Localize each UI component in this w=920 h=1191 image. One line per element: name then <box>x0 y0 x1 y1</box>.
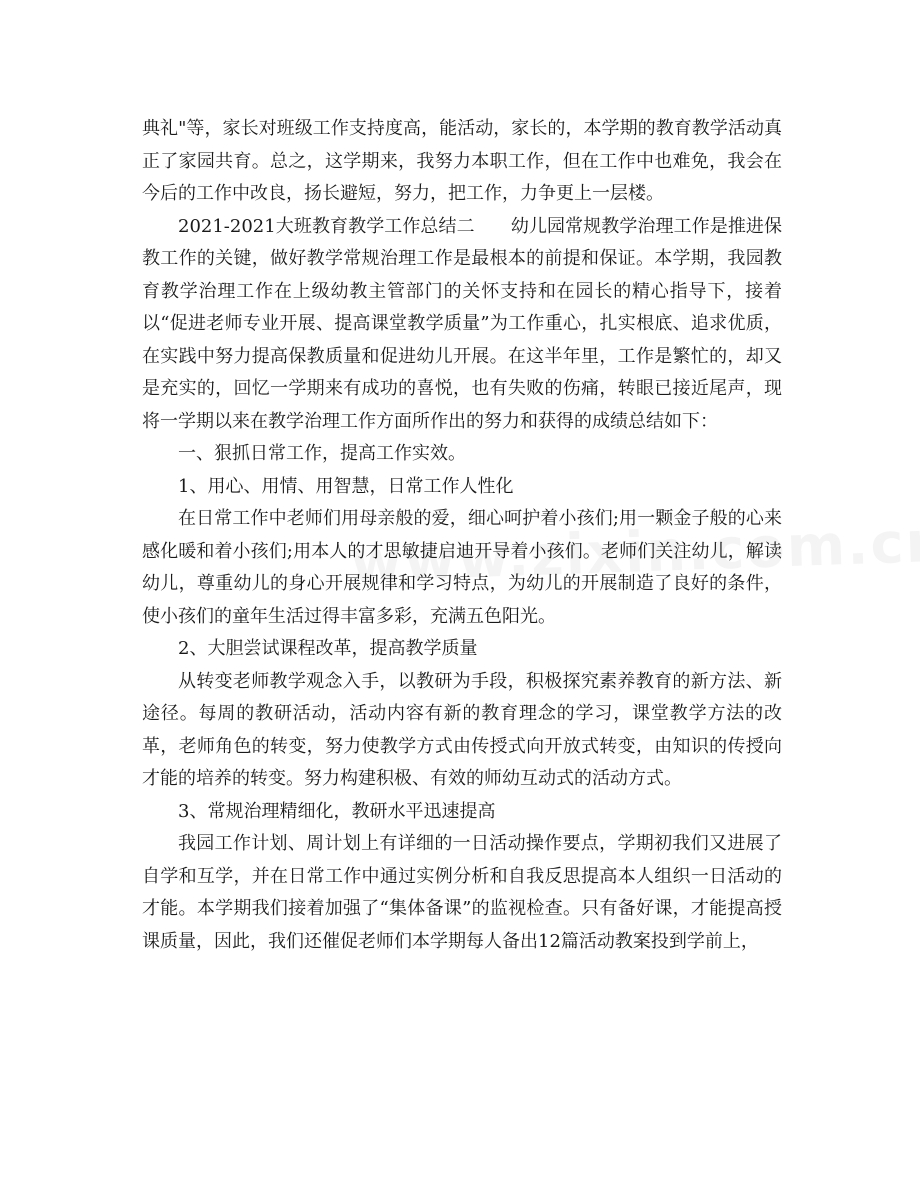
section-heading-1: 一、狠抓日常工作，提高工作实效。 <box>178 443 466 464</box>
paragraph-continuation: 典礼"等，家长对班级工作支持度高，能活动，家长的，本学期的教育教学活动真正了家园共育。总之，这学期来，我努力本职工作，但在工作中也难免，我会在今后的工作中改良，扬长避短，努力，把工作，力争更上一层楼。 <box>142 118 782 204</box>
subheading-1: 1、用心、用情、用智慧，日常工作人性化 <box>178 475 514 497</box>
subheading-3: 3、常规治理精细化，教研水平迅速提高 <box>178 800 496 822</box>
paragraph-curriculum-reform: 从转变老师教学观念入手，以教研为手段，积极探究素养教育的新方法、新途径。每周的教研活动，活动内容有新的教育理念的学习，课堂教学方法的改革，老师角色的转变，努力使教学方式由传授式向开放式转变，由知识的传授向才能的培养的转变。努力构建积极、有效的师幼互动式的活动方式。 <box>142 670 782 789</box>
paragraph-summary-intro: 2021-2021大班教育教学工作总结二 幼儿园常规教学治理工作是推进保教工作的关键，做好教学常规治理工作是最根本的前提和保证。本学期，我园教育教学治理工作在上级幼教主管部门的关怀支持和在园长的精心指导下，接着以“促进老师专业开展、提高课堂教学质量”为工作重心，扎实根底、追求优质，在实践中努力提高保教质量和促进幼儿开展。在这半年里，工作是繁忙的，却又是充实的，回忆一学期来有成功的喜悦，也有失败的伤痛，转眼已接近尾声，现将一学期以来在教学治理工作方面所作出的努力和获得的成绩总结如下： <box>142 215 782 432</box>
subheading-2: 2、大胆尝试课程改革，提高教学质量 <box>178 638 478 659</box>
document-body <box>142 113 782 958</box>
paragraph-routine-management: 我园工作计划、周计划上有详细的一日活动操作要点，学期初我们又进展了自学和互学，并在日常工作中通过实例分析和自我反思提高本人组织一日活动的才能。本学期我们接着加强了“集体备课”的监视检查。只有备好课，才能提高授课质量，因此，我们还催促老师们本学期每人备出12篇活动教案投到学前上， <box>142 833 782 952</box>
paragraph-daily-work: 在日常工作中老师们用母亲般的爱，细心呵护着小孩们;用一颗金子般的心来感化暖和着小孩们;用本人的才思敏捷启迪开导着小孩们。老师们关注幼儿，解读幼儿，尊重幼儿的身心开展规律和学习特点，为幼儿的开展制造了良好的条件，使小孩们的童年生活过得丰富多彩，充满五色阳光。 <box>142 508 782 627</box>
